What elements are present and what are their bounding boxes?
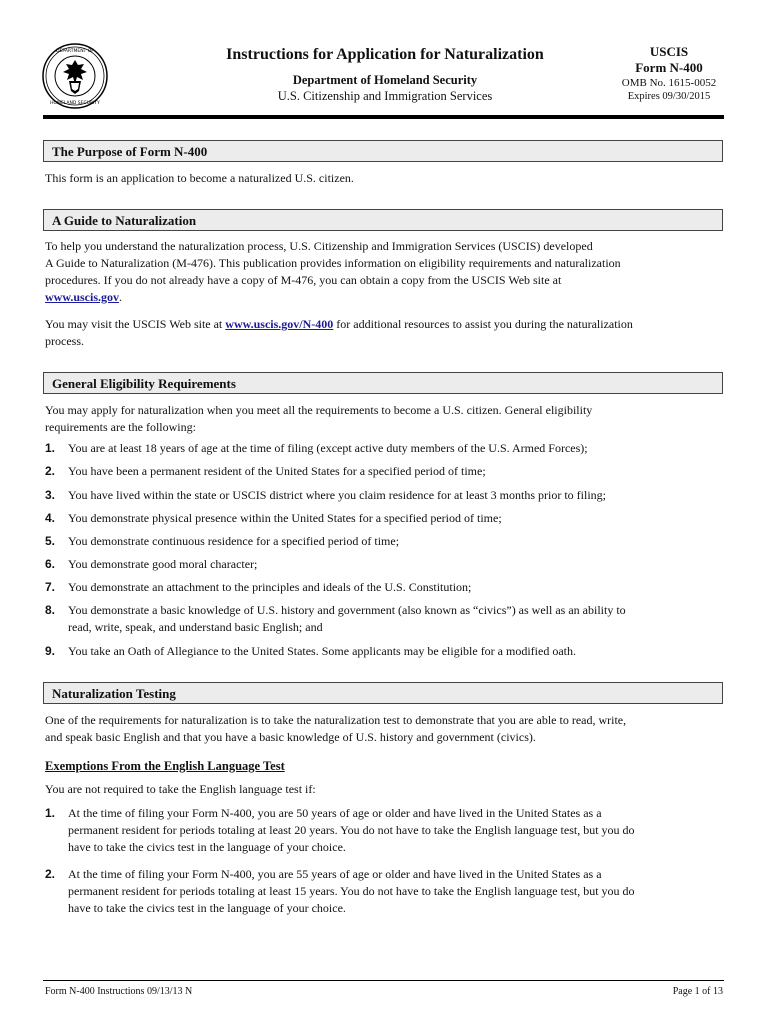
omb-number: OMB No. 1615-0052 xyxy=(621,77,717,89)
agency-abbrev: USCIS xyxy=(649,44,689,59)
footer-rule xyxy=(43,980,724,981)
section-heading-purpose: The Purpose of Form N-400 xyxy=(43,140,723,162)
expiration-date: Expires 09/30/2015 xyxy=(627,91,711,102)
purpose-text: This form is an application to become a naturalized U.S. citizen. xyxy=(45,171,354,185)
footer-form-info: Form N-400 Instructions 09/13/13 N xyxy=(45,986,193,997)
guide-visit-line-2: process. xyxy=(45,334,84,348)
visit-text-post: for additional resources to assist you during the naturalization xyxy=(333,317,633,331)
guide-line-4: www.uscis.gov. xyxy=(45,290,123,304)
guide-line-3: procedures. If you do not already have a copy of M-476, you can obtain a copy from the USCIS Web site at xyxy=(45,273,562,287)
section-heading-eligibility: General Eligibility Requirements xyxy=(43,372,723,394)
guide-line-2: A Guide to Naturalization (M-476). This publication provides information on eligibility requirements and naturalization xyxy=(45,256,621,270)
testing-line-1: One of the requirements for naturalization is to take the naturalization test to demonstrate that you are able to read, write, xyxy=(45,713,627,727)
exemptions-heading: Exemptions From the English Language Test xyxy=(45,759,285,773)
eligibility-intro-1: You may apply for naturalization when you meet all the requirements to become a U.S. citizen. General eligibility xyxy=(45,403,593,417)
agency-full-name: U.S. Citizenship and Immigration Services xyxy=(277,89,493,103)
form-number: Form N-400 xyxy=(635,60,703,75)
header-center xyxy=(190,44,580,105)
svg-text:HOMELAND SECURITY: HOMELAND SECURITY xyxy=(50,101,100,106)
dhs-seal-icon xyxy=(42,43,108,109)
testing-line-2: and speak basic English and that you have a basic knowledge of U.S. history and government (civics). xyxy=(45,730,536,744)
svg-text:DEPARTMENT OF: DEPARTMENT OF xyxy=(56,49,94,54)
eligibility-intro-2: requirements are the following: xyxy=(45,420,196,434)
guide-line-1: To help you understand the naturalization process, U.S. Citizenship and Immigration Services (USCIS) developed xyxy=(45,239,593,253)
section-heading-testing: Naturalization Testing xyxy=(43,682,723,704)
page-number: Page 1 of 13 xyxy=(672,986,723,997)
visit-text-pre: You may visit the USCIS Web site at xyxy=(45,317,226,331)
document-title: Instructions for Application for Naturalization xyxy=(226,46,544,63)
exemptions-intro: You are not required to take the English language test if: xyxy=(45,782,316,796)
section-heading-guide: A Guide to Naturalization xyxy=(43,209,723,231)
n400-website-link[interactable]: www.uscis.gov/N-400 xyxy=(225,317,334,331)
document-page: DEPARTMENT OF HOMELAND SECURITY Instructions for Application for Naturalization Department of Homeland Security U.S. Citizenship and Immigration Services USCIS Form N-400 OMB No. 1615-0052 Expires 09/30/2015 The Purpose of Form N-400 This form is an application to become a naturalized U.S. citizen. A Guide to Naturalization To help you understand the naturalization process, U.S. Citizenship and Immigration Services (USCIS) developed A Guide to Naturalization (M-476). This publication provides information on eligibility requirements and naturalization procedures. If you do not already have a copy of M-476, you can obtain a copy from the USCIS Web site at www.uscis.gov. You may visit the USCIS Web site at www.uscis.gov/N-400 for additional resources to assist you during the naturalization process. General Eligibility Requirements You may apply for naturalization when you meet all the requirements to become a U.S. citizen. General eligibility requirements are the following: 1. You are at least 18 years of age at the time of filing (except active duty members of the U.S. Armed Forces); 2. You have been a permanent resident of the United States for a specified period of time; 3. You have lived within the state or USCIS district where you claim residence for at least 3 months prior to filing; 4. You demonstrate physical presence within the United States for a specified period of time; 5. You demonstrate continuous residence for a specified period of time; 6. You demonstrate good moral character; 7. You demonstrate an attachment to the principles and ideals of the U.S. Constitution; 8. You demonstrate a basic knowledge of U.S. history and government (also known as “civics”) as well as an ability to read, write, speak, and understand basic English; and 9. You take an Oath of Allegiance to the United States. Some applicants may be eligible for a modified oath. Naturalization Testing One of the requirements for naturalization is to take the naturalization test to demonstrate that you are able to read, write, and speak basic English and that you have a basic knowledge of U.S. history and government (civics). Exemptions From the English Language Test You are not required to take the English language test if: 1. At the time of filing your Form N-400, you are 50 years of age or older and have lived in the United States as a permanent resident for periods totaling at least 20 years. You do not have to take the English language test, but you do have to take the civics test in the language of your choice. 2. At the time of filing your Form N-400, you are 55 years of age or older and have lived in the United States as a permanent resident for periods totaling at least 15 years. You do not have to take the English language test, but you do have to take the civics test in the language of your choice. Form N-400 Instructions 09/13/13 N Page 1 of 13 xyxy=(0,0,768,1024)
form-info xyxy=(600,44,738,104)
guide-visit-line xyxy=(45,316,723,333)
header-rule xyxy=(43,115,724,119)
uscis-website-link[interactable]: www.uscis.gov xyxy=(45,290,120,304)
department-name: Department of Homeland Security xyxy=(292,73,478,87)
